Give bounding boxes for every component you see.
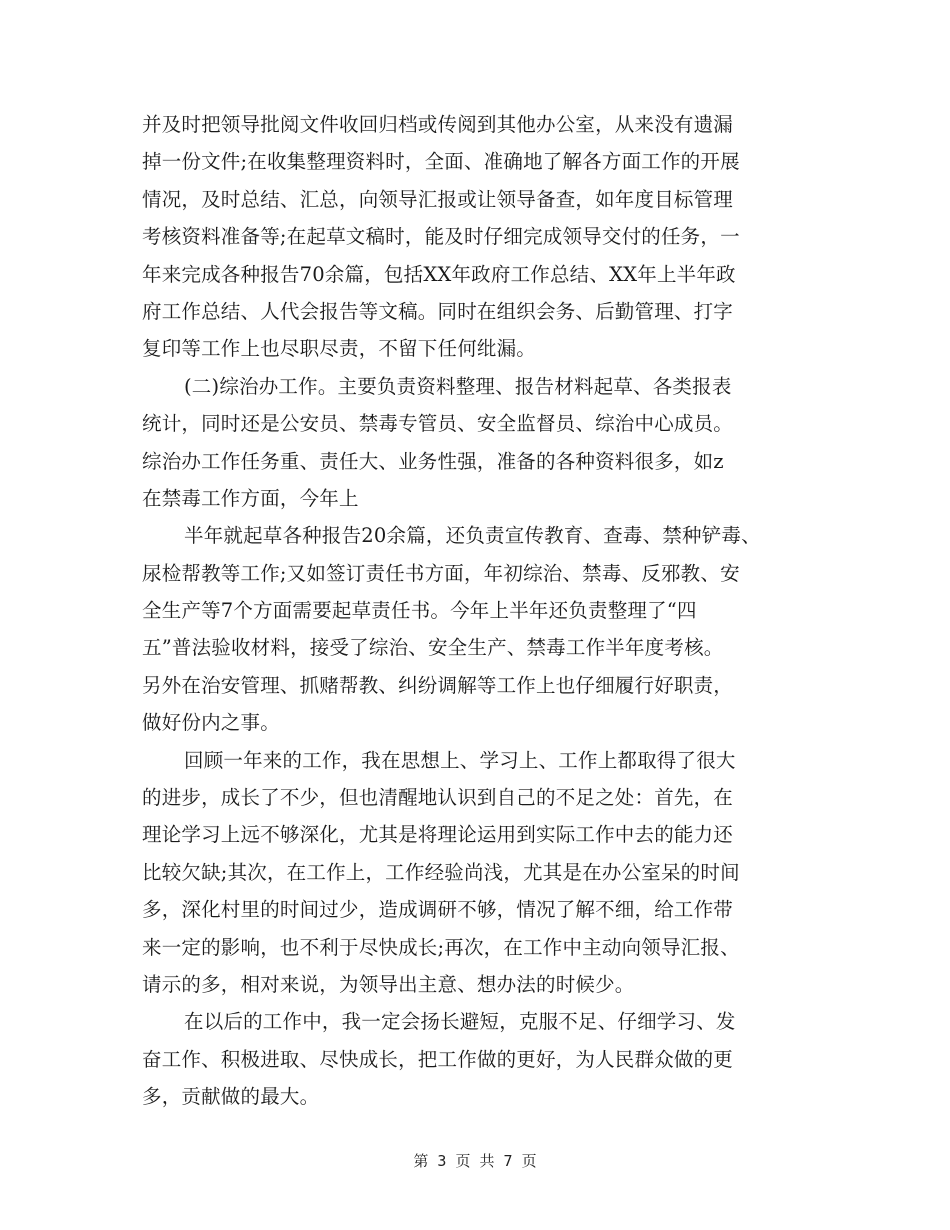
page-number-footer: 第 3 页 共 7 页 — [413, 1152, 537, 1170]
text-line: 在禁毒工作方面，今年上 — [142, 486, 359, 510]
document-body — [142, 106, 842, 1116]
text-line: 复印等工作上也尽职尽责，不留下任何纰漏。 — [142, 337, 537, 361]
text-line: 请示的多，相对来说，为领导出主意、想办法的时候少。 — [142, 972, 635, 996]
text-line: 统计，同时还是公安员、禁毒专管员、安全监督员、综治中心成员。 — [142, 412, 734, 436]
text-line: 来一定的影响，也不利于尽快成长;再次，在工作中主动向领导汇报、 — [142, 935, 740, 959]
text-line: 多，深化村里的时间过少，造成调研不够，情况了解不细，给工作带 — [142, 898, 734, 922]
text-line: 考核资料准备等;在起草文稿时，能及时仔细完成领导交付的任务，一 — [142, 225, 740, 249]
text-line: 掉一份文件;在收集整理资料时，全面、准确地了解各方面工作的开展 — [142, 150, 740, 174]
text-line: 情况，及时总结、汇总，向领导汇报或让领导备查，如年度目标管理 — [142, 187, 734, 211]
paragraph-start-line: 回顾一年来的工作，我在思想上、学习上、工作上都取得了很大 — [184, 748, 736, 772]
text-line: 做好份内之事。 — [142, 711, 280, 735]
text-line: 全生产等7个方面需要起草责任书。今年上半年还负责整理了“四 — [142, 599, 697, 623]
text-line: 并及时把领导批阅文件收回归档或传阅到其他办公室，从来没有遗漏 — [142, 113, 734, 136]
text-line: 尿检帮教等工作;又如签订责任书方面，年初综治、禁毒、反邪教、安 — [142, 561, 740, 585]
text-line: 的进步，成长了不少，但也清醒地认识到自己的不足之处：首先，在 — [142, 786, 734, 810]
text-line: 五”普法验收材料，接受了综治、安全生产、禁毒工作半年度考核。 — [142, 636, 724, 660]
text-line: 多，贡献做的最大。 — [142, 1085, 320, 1109]
text-line: 理论学习上远不够深化，尤其是将理论运用到实际工作中去的能力还 — [142, 823, 734, 847]
text-line: 府工作总结、人代会报告等文稿。同时在组织会务、后勤管理、打字 — [142, 299, 734, 323]
text-line: 年来完成各种报告70余篇，包括XX年政府工作总结、XX年上半年政 — [142, 262, 736, 286]
paragraph-start-line: 半年就起草各种报告20余篇，还负责宣传教育、查毒、禁种铲毒、 — [184, 524, 761, 548]
text-line: 奋工作、积极进取、尽快成长，把工作做的更好，为人民群众做的更 — [142, 1047, 734, 1071]
text-line: 另外在治安管理、抓赌帮教、纠纷调解等工作上也仔细履行好职责， — [142, 673, 734, 697]
paragraph-start-line: 在以后的工作中，我一定会扬长避短，克服不足、仔细学习、发 — [184, 1010, 736, 1034]
text-line: 比较欠缺;其次，在工作上，工作经验尚浅，尤其是在办公室呆的时间 — [142, 860, 740, 884]
paragraph-start-line: (二)综治办工作。主要负责资料整理、报告材料起草、各类报表 — [184, 374, 732, 398]
text-line: 综治办工作任务重、责任大、业务性强，准备的各种资料很多，如z — [142, 449, 724, 473]
